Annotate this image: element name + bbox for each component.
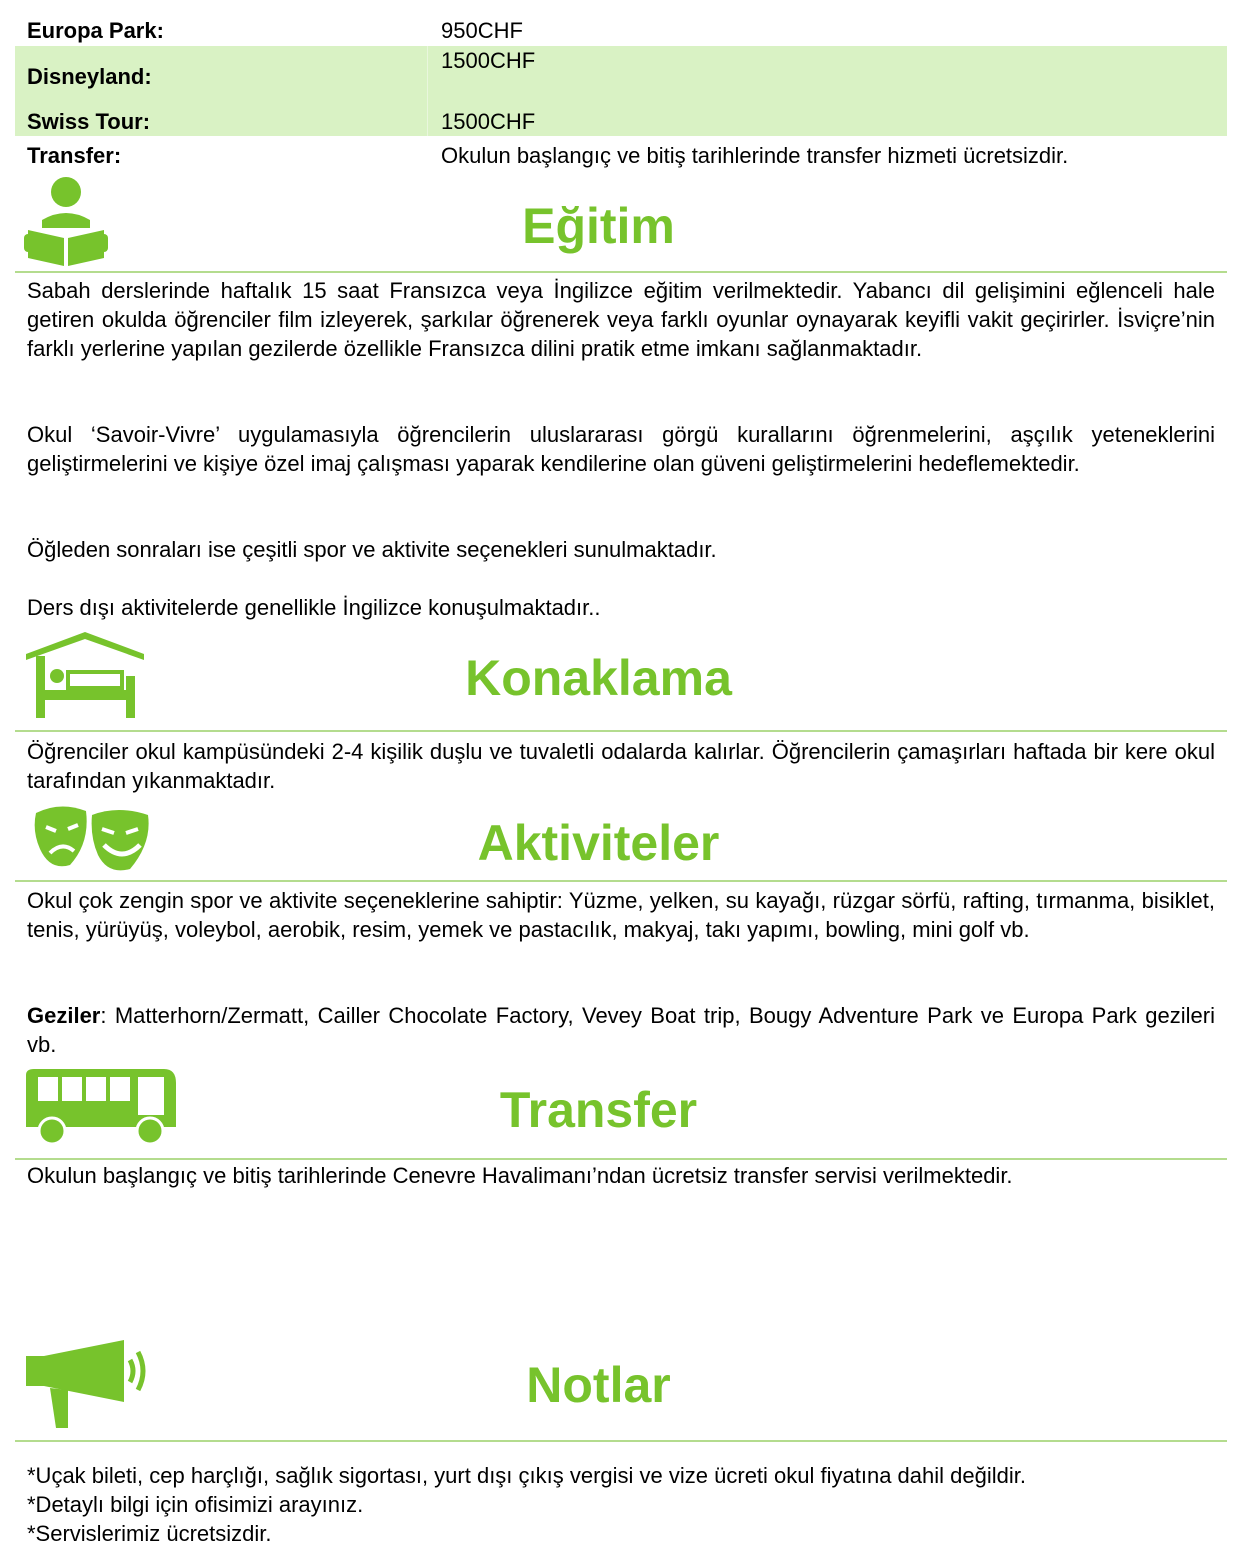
price-label: Swiss Tour: — [27, 109, 151, 134]
section-divider — [15, 880, 1227, 882]
price-value: 1500CHF — [441, 48, 536, 73]
trips-text: : Matterhorn/Zermatt, Cailler Chocolate Factory, Vevey Boat trip, Bougy Adventure Park ve Europa Park gezileri vb. — [27, 1003, 1215, 1057]
note-item: *Uçak bileti, cep harçlığı, sağlık sigortası, yurt dışı çıkış vergisi ve vize ücreti okul fiyatına dahil değildir. — [27, 1463, 1026, 1488]
note-item: *Servislerimiz ücretsizdir. — [27, 1521, 272, 1546]
price-value: 950CHF — [441, 18, 523, 43]
section-title-notlar: Notlar — [526, 1357, 671, 1413]
egitim-paragraph-1: Sabah derslerinde haftalık 15 saat Fransızca veya İngilizce eğitim verilmektedir. Yabancı dil gelişimini eğlenceli hale getiren okulda öğrenciler film izleyerek, şarkılar öğrenerek veya farklı oyunlar oynayarak keyifli vakit geçirirler. İsviçre’nin farklı yerlerine yapılan gezilerde özellikle Fransızca dilini pratik etme imkanı sağlanmaktadır. — [27, 278, 1215, 361]
section-divider — [15, 271, 1227, 273]
price-value: 1500CHF — [441, 109, 536, 134]
price-label: Disneyland: — [27, 64, 152, 89]
aktiviteler-trips — [27, 1001, 1215, 1059]
section-title-aktiviteler: Aktiviteler — [477, 815, 720, 871]
section-divider — [15, 1440, 1227, 1442]
section-title-egitim: Eğitim — [522, 198, 675, 254]
section-title-transfer: Transfer — [499, 1082, 698, 1138]
price-table-highlight — [15, 46, 1227, 136]
price-value: Okulun başlangıç ve bitiş tarihlerinde transfer hizmeti ücretsizdir. — [441, 143, 1069, 168]
trips-label: Geziler — [27, 1003, 101, 1028]
section-divider — [15, 730, 1227, 732]
price-label: Europa Park: — [27, 18, 164, 43]
egitim-paragraph-3: Öğleden sonraları ise çeşitli spor ve aktivite seçenekleri sunulmaktadır. — [27, 537, 717, 562]
price-table-divider — [427, 46, 428, 136]
konaklama-paragraph-1: Öğrenciler okul kampüsündeki 2-4 kişilik duşlu ve tuvaletli odalarda kalırlar. Öğrencilerin çamaşırları haftada bir kere okul tarafından yıkanmaktadır. — [27, 739, 1215, 793]
section-divider — [15, 1158, 1227, 1160]
section-title-konaklama: Konaklama — [465, 650, 732, 706]
aktiviteler-paragraph-1: Okul çok zengin spor ve aktivite seçeneklerine sahiptir: Yüzme, yelken, su kayağı, rüzgar sörfü, rafting, tırmanma, bisiklet, tenis, yürüyüş, voleybol, aerobik, resim, yemek ve pastacılık, makyaj, takı yapımı, bowling, mini golf vb. — [27, 888, 1215, 942]
price-label: Transfer: — [27, 143, 122, 168]
egitim-paragraph-2: Okul ‘Savoir-Vivre’ uygulamasıyla öğrencilerin uluslararası görgü kurallarını öğrenmelerini, aşçılık yeteneklerini geliştirmelerini ve kişiye özel imaj çalışması yaparak kendilerine olan güveni geliştirmelerini hedeflemektedir. — [27, 422, 1215, 476]
transfer-paragraph-1: Okulun başlangıç ve bitiş tarihlerinde Cenevre Havalimanı’ndan ücretsiz transfer servisi verilmektedir. — [27, 1163, 1013, 1188]
egitim-paragraph-4: Ders dışı aktivitelerde genellikle İngilizce konuşulmaktadır.. — [27, 595, 601, 620]
note-item: *Detaylı bilgi için ofisimizi arayınız. — [27, 1492, 364, 1517]
